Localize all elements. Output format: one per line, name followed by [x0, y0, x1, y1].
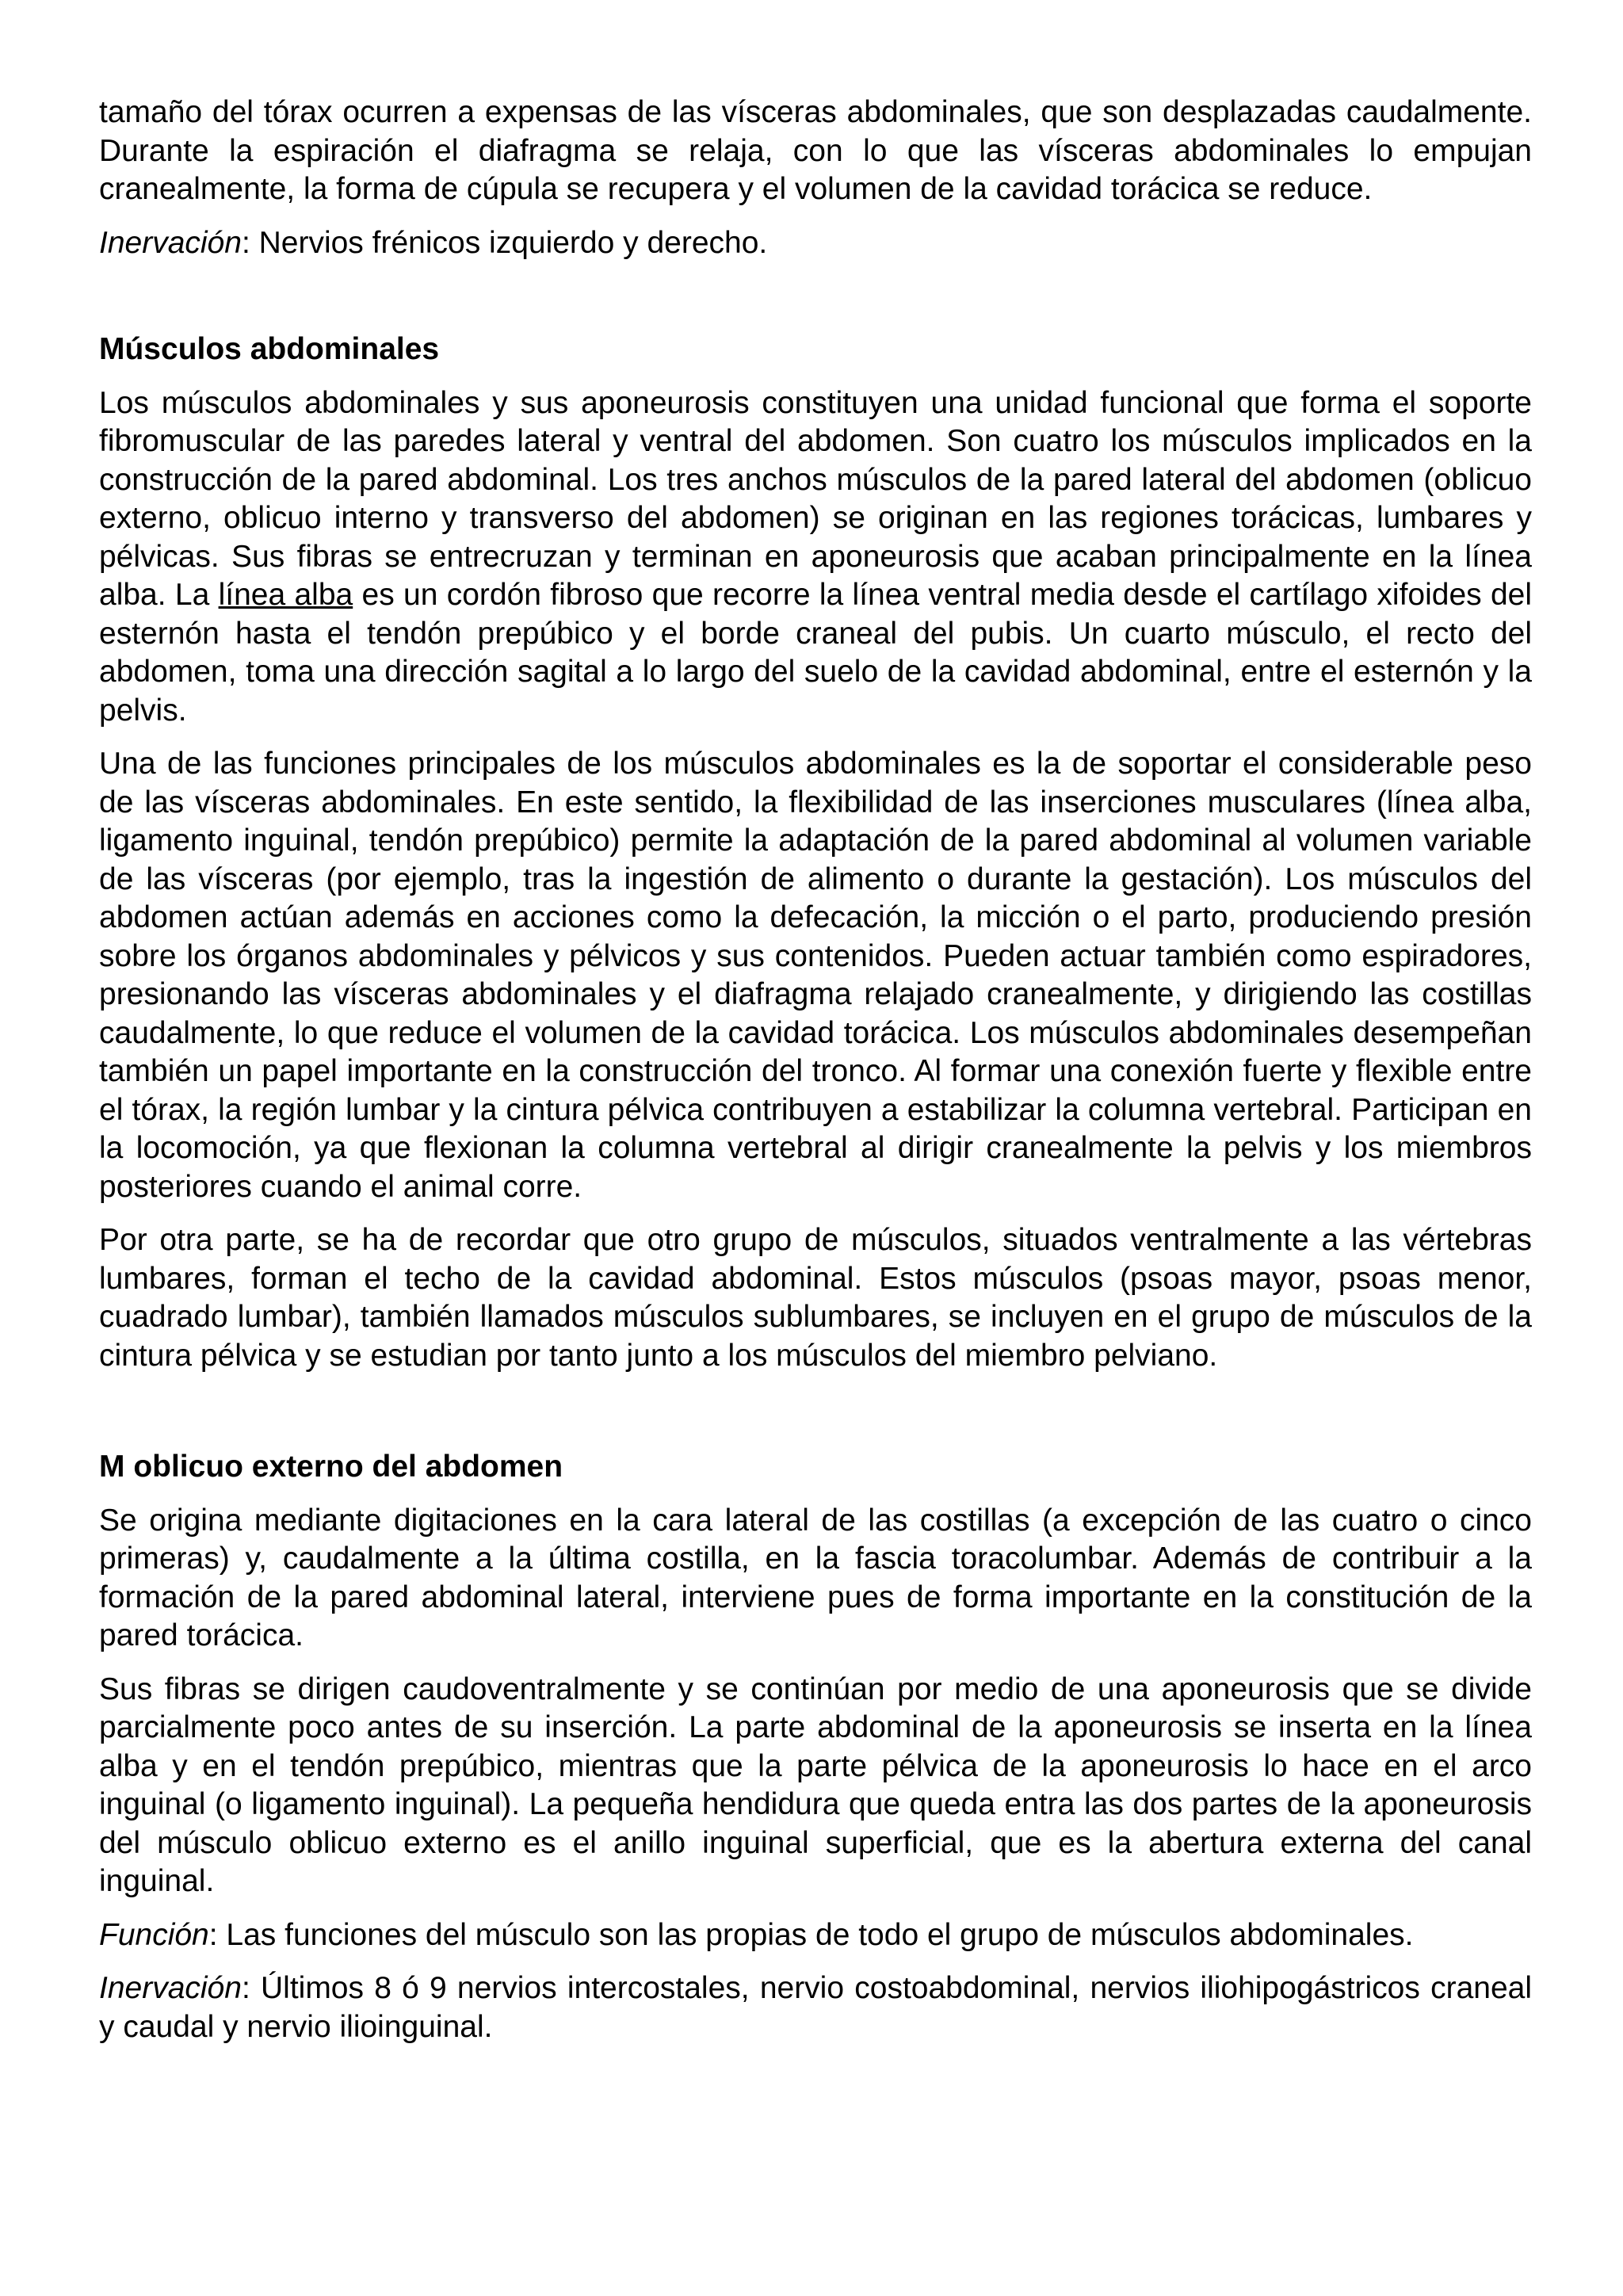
- section-heading-oblicuo: M oblicuo externo del abdomen: [99, 1450, 563, 1484]
- abdominales-paragraph-2: Una de las funciones principales de los músculos abdominales es la de soportar el considerable peso de las vísceras abdominales. En este sentido, la flexibilidad de las inserciones musculares (línea alba, ligamento inguinal, tendón prepúbico) permite la adaptación de la pared abdominal al volumen variable de las vísceras (por ejemplo, tras la ingestión de alimento o durante la gestación). Los músculos del abdomen actúan además en acciones como la defecación, la micción o el parto, produciendo presión sobre los órganos abdominales y pélvicos y sus contenidos. Pueden actuar también como espiradores, presionando las vísceras abdominales y el diafragma relajado cranealmente, y dirigiendo las costillas caudalmente, lo que reduce el volumen de la cavidad torácica. Los músculos abdominales desempeñan también un papel importante en la construcción del tronco. Al formar una conexión fuerte y flexible entre el tórax, la región lumbar y la cintura pélvica contribuyen a estabilizar la columna vertebral. Participan en la locomoción, ya que flexionan la columna vertebral al dirigir cranealmente la pelvis y los miembros posteriores cuando el animal corre.: [99, 747, 1532, 1204]
- oblicuo-function: [99, 1916, 1532, 1955]
- oblicuo-paragraph-1: Se origina mediante digitaciones en la cara lateral de las costillas (a excepción de las cuatro o cinco primeras) y, caudalmente a la última costilla, en la fascia toracolumbar. Además de contribuir a la formación de la pared abdominal lateral, interviene pues de forma importante en la constitución de la pared torácica.: [99, 1503, 1532, 1652]
- innervation-label: Inervación: [99, 225, 242, 260]
- abdominal-muscles-section: [99, 330, 1532, 1375]
- function-text: : Las funciones del músculo son las propias de todo el grupo de músculos abdominales.: [208, 1917, 1414, 1952]
- linea-alba-term: línea alba: [218, 578, 353, 612]
- abdominales-paragraph-1: [99, 384, 1532, 731]
- paragraph-text: Los músculos abdominales y sus aponeurosis constituyen una unidad funcional que forma el soporte fibromuscular de las paredes lateral y ventral del abdomen. Son cuatro los músculos implicados en la construcción de la pared abdominal. Los tres anchos músculos de la pared lateral del abdomen (oblicuo externo, oblicuo interno y transverso del abdomen) se originan en las regiones torácicas, lumbares y pélvicas. Sus fibras se entrecruzan y terminan en aponeurosis que acaban principalmente en la línea alba. La: [99, 385, 1532, 612]
- section-heading-abdominales: Músculos abdominales: [99, 332, 440, 366]
- diaphragm-innervation: [99, 224, 1532, 263]
- document-page: [99, 94, 1532, 2061]
- paragraph-text: es un cordón fibroso que recorre la línea ventral media desde el cartílago xifoides del esternón hasta el tendón prepúbico y el borde craneal del pubis. Un cuarto músculo, el recto del abdomen, toma una dirección sagital a lo largo del suelo de la cavidad abdominal, entre el esternón y la pelvis.: [99, 578, 1533, 728]
- abdominales-paragraph-3: Por otra parte, se ha de recordar que otro grupo de músculos, situados ventralmente a las vértebras lumbares, forman el techo de la cavidad abdominal. Estos músculos (psoas mayor, psoas menor, cuadrado lumbar), también llamados músculos sublumbares, se incluyen en el grupo de músculos de la cintura pélvica y se estudian por tanto junto a los músculos del miembro pelviano.: [99, 1223, 1532, 1373]
- innervation-text: : Últimos 8 ó 9 nervios intercostales, nervio costoabdominal, nervios iliohipogástricos craneal y caudal y nervio ilioinguinal.: [99, 1971, 1532, 2044]
- oblicuo-paragraph-2: Sus fibras se dirigen caudoventralmente y se continúan por medio de una aponeurosis que se divide parcialmente poco antes de su inserción. La parte abdominal de la aponeurosis se inserta en la línea alba y en el tendón prepúbico, mientras que la parte pélvica de la aponeurosis lo hace en el arco inguinal (o ligamento inguinal). La pequeña hendidura que queda entra las dos partes de la aponeurosis del músculo oblicuo externo es el anillo inguinal superficial, que es la abertura externa del canal inguinal.: [99, 1671, 1532, 1898]
- diaphragm-section-end: [99, 94, 1532, 262]
- section-spacer: [99, 277, 1532, 330]
- innervation-text: : Nervios frénicos izquierdo y derecho.: [241, 225, 768, 260]
- innervation-label: Inervación: [99, 1971, 242, 2005]
- oblicuo-innervation: [99, 1969, 1532, 2046]
- oblicuo-externo-section: [99, 1448, 1532, 2046]
- diaphragm-paragraph: tamaño del tórax ocurren a expensas de las vísceras abdominales, que son desplazadas caudalmente. Durante la espiración el diafragma se relaja, con lo que las vísceras abdominales lo empujan cranealmente, la forma de cúpula se recupera y el volumen de la cavidad torácica se reduce.: [99, 95, 1532, 206]
- section-spacer: [99, 1390, 1532, 1448]
- function-label: Función: [99, 1917, 209, 1952]
